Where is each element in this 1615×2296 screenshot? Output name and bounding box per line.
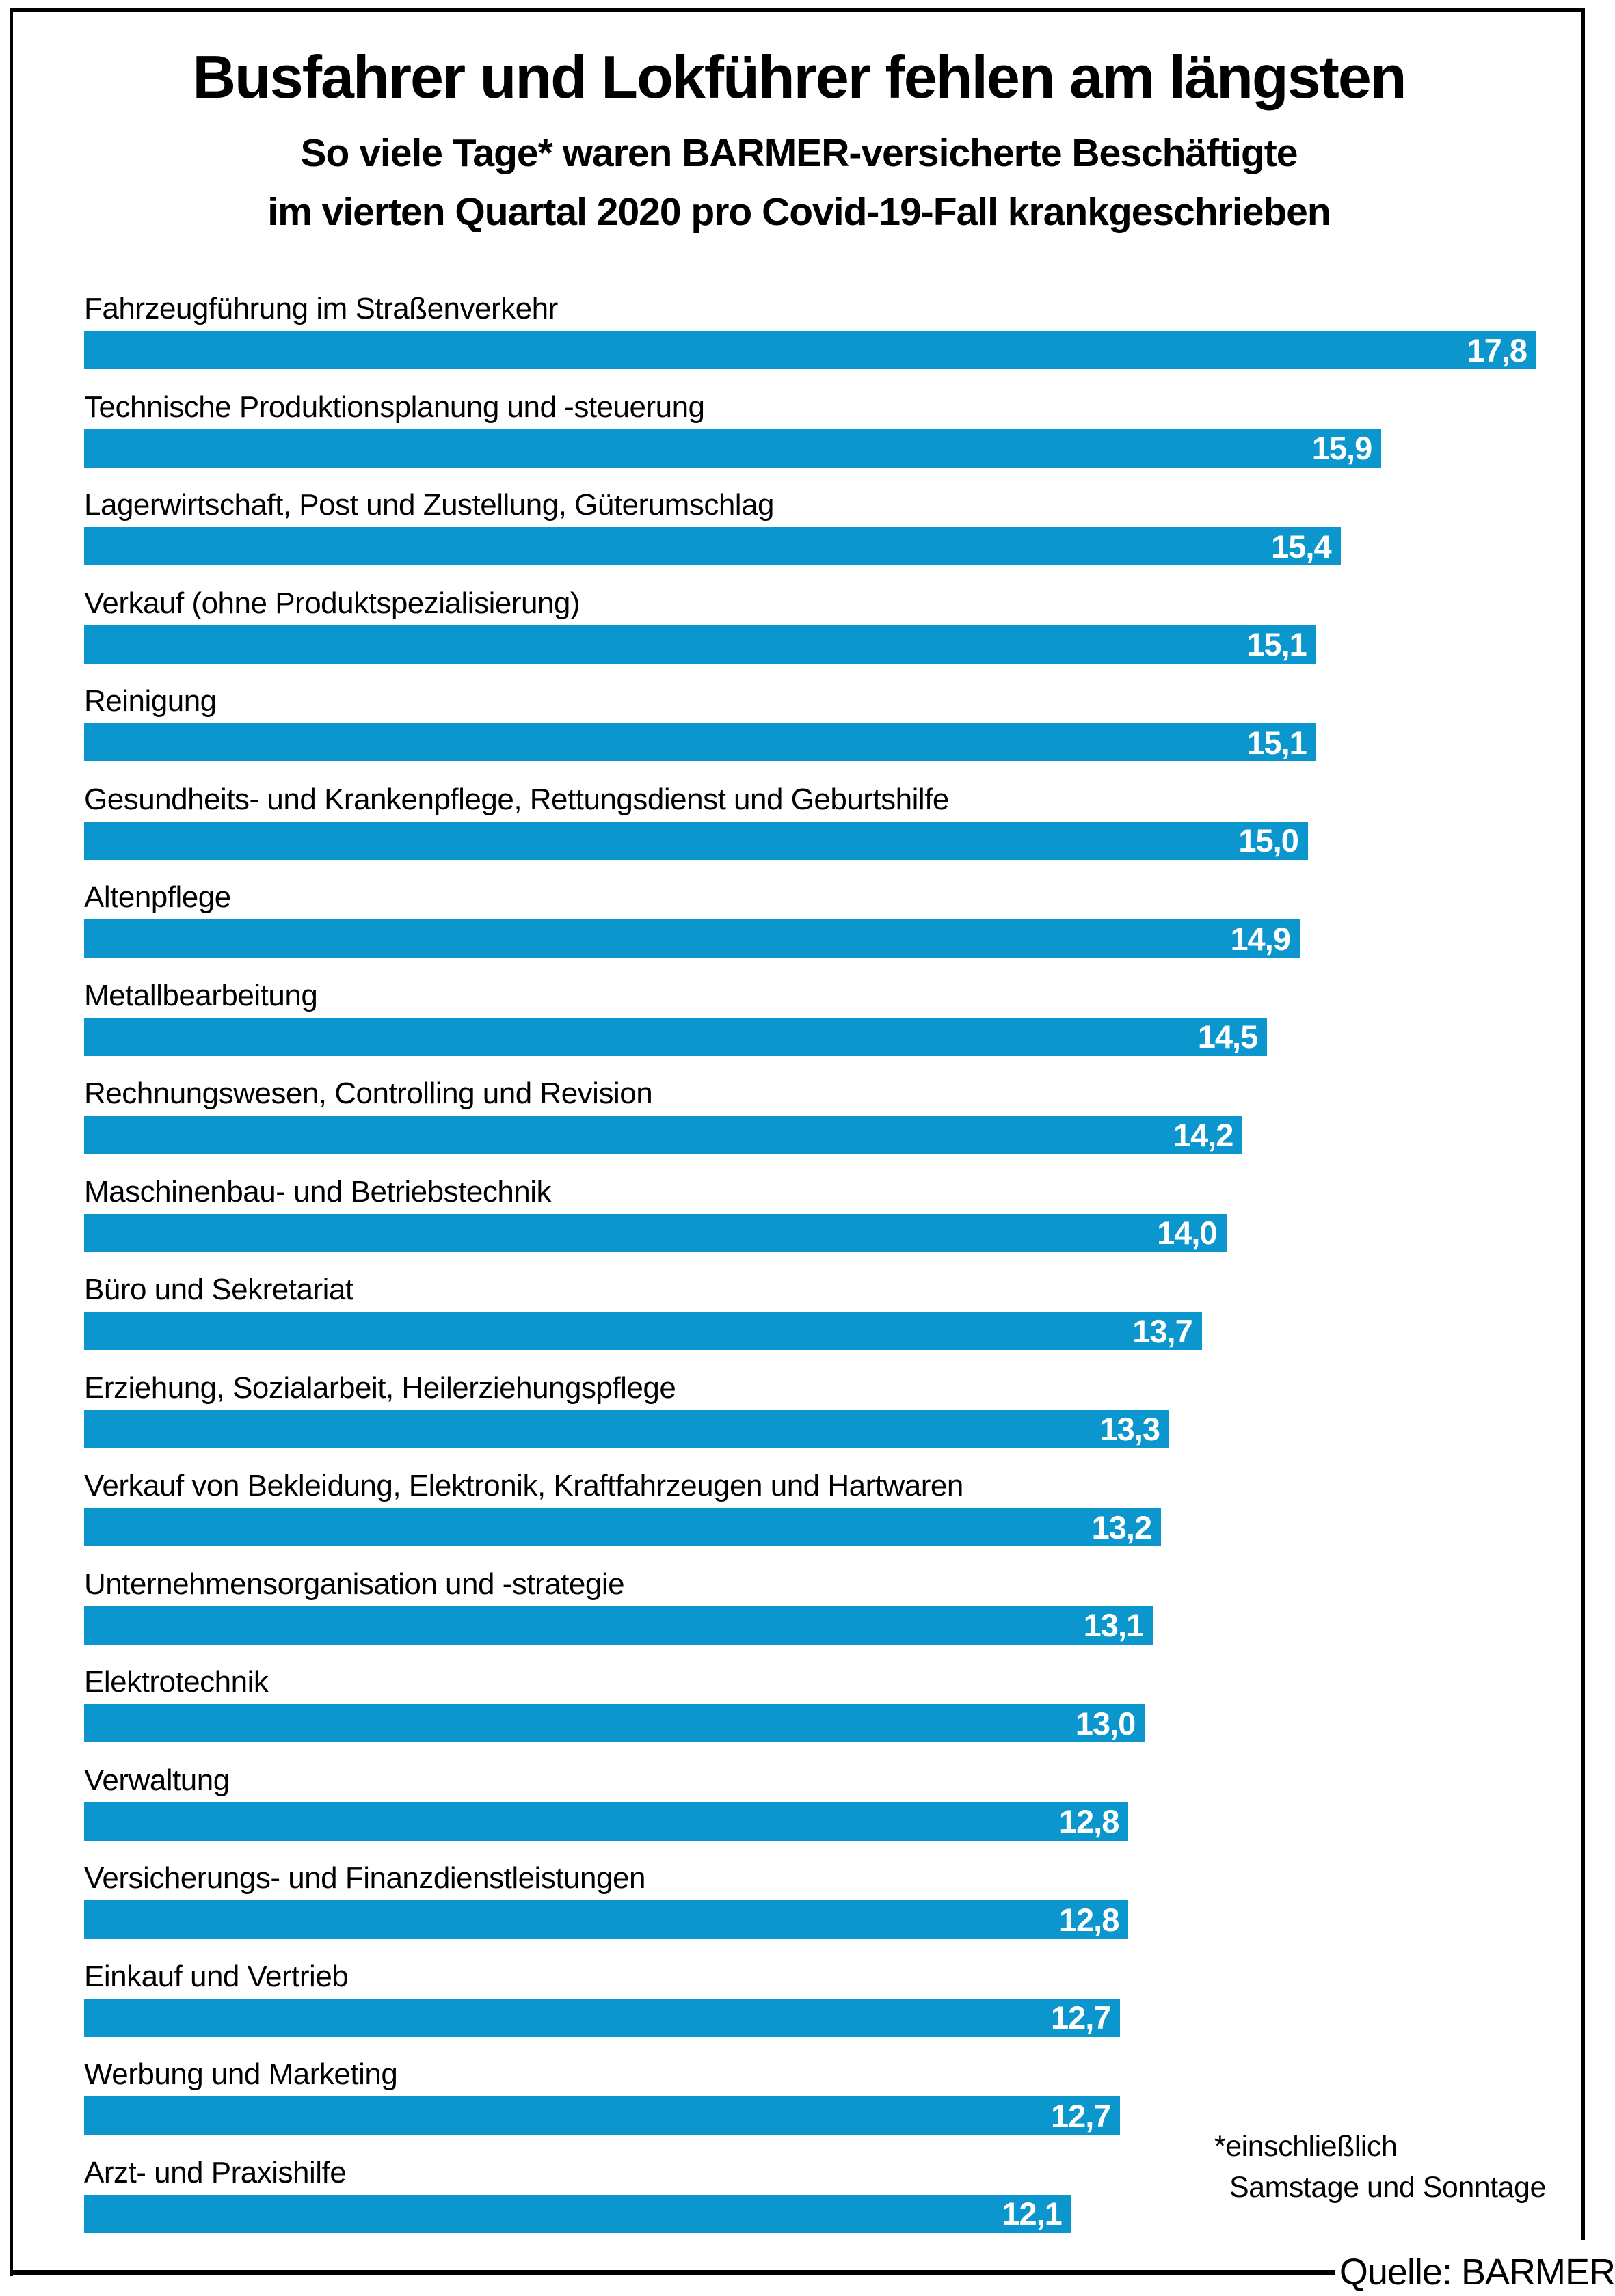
bar-chart bbox=[84, 293, 1536, 2254]
footer bbox=[10, 2245, 1615, 2293]
bar-label: Verkauf von Bekleidung, Elektronik, Kraftfahrzeugen und Hartwaren bbox=[84, 1469, 963, 1502]
footnote bbox=[1214, 2126, 1546, 2208]
bar-label: Metallbearbeitung bbox=[84, 978, 318, 1012]
bar bbox=[84, 1606, 1153, 1645]
bar bbox=[84, 527, 1341, 565]
bar-row bbox=[84, 293, 1536, 391]
bar bbox=[84, 625, 1316, 664]
bar-row bbox=[84, 980, 1536, 1078]
bar-row bbox=[84, 1960, 1536, 2059]
bar bbox=[84, 1312, 1202, 1350]
chart-subtitle-line2: im vierten Quartal 2020 pro Covid-19-Fall krankgeschrieben bbox=[267, 190, 1331, 234]
chart-frame-right-border bbox=[1581, 8, 1585, 2240]
bar-label: Werbung und Marketing bbox=[84, 2057, 398, 2091]
bar-value: 15,1 bbox=[1246, 626, 1307, 662]
bar-row bbox=[84, 1470, 1536, 1568]
bar-label: Verkauf (ohne Produktspezialisierung) bbox=[84, 586, 580, 620]
bar-row bbox=[84, 391, 1536, 489]
bar-label: Elektrotechnik bbox=[84, 1665, 269, 1699]
bar-value: 15,9 bbox=[1311, 430, 1372, 466]
bar-row bbox=[84, 1077, 1536, 1176]
bar-value: 14,2 bbox=[1173, 1116, 1233, 1153]
bar-row bbox=[84, 1176, 1536, 1274]
bar-value: 13,0 bbox=[1075, 1705, 1136, 1742]
bar-label: Erziehung, Sozialarbeit, Heilerziehungspflege bbox=[84, 1370, 676, 1405]
bar bbox=[84, 1214, 1227, 1252]
bar bbox=[84, 2195, 1071, 2233]
bar bbox=[84, 1704, 1145, 1742]
bar-value: 13,1 bbox=[1083, 1607, 1144, 1643]
source-label: Quelle: BARMER bbox=[1339, 2252, 1615, 2293]
bar-label: Altenpflege bbox=[84, 880, 231, 914]
bar-value: 12,7 bbox=[1050, 2097, 1111, 2134]
bar-row bbox=[84, 783, 1536, 882]
bar bbox=[84, 429, 1381, 468]
bar bbox=[84, 723, 1316, 761]
chart-frame bbox=[10, 8, 1585, 2276]
bar-label: Technische Produktionsplanung und -steuerung bbox=[84, 390, 705, 424]
bar-row bbox=[84, 685, 1536, 783]
bar bbox=[84, 1508, 1161, 1546]
bar-value: 13,3 bbox=[1099, 1411, 1160, 1447]
bar-row bbox=[84, 1764, 1536, 1863]
bar-label: Versicherungs- und Finanzdienstleistungen bbox=[84, 1861, 645, 1895]
bar-value: 12,8 bbox=[1058, 1803, 1119, 1839]
bar-label: Maschinenbau- und Betriebstechnik bbox=[84, 1174, 552, 1208]
bar-label: Lagerwirtschaft, Post und Zustellung, Güterumschlag bbox=[84, 488, 775, 522]
bar-label: Arzt- und Praxishilfe bbox=[84, 2155, 347, 2189]
bar bbox=[84, 1999, 1120, 2037]
bar-row bbox=[84, 489, 1536, 587]
bar-value: 14,5 bbox=[1197, 1018, 1258, 1055]
bar-label: Verwaltung bbox=[84, 1763, 230, 1797]
bar-row bbox=[84, 1372, 1536, 1470]
bar bbox=[84, 822, 1308, 860]
footnote-line1: *einschließlich bbox=[1214, 2130, 1398, 2163]
bar-row bbox=[84, 1273, 1536, 1372]
bar bbox=[84, 1410, 1169, 1448]
bar-label: Büro und Sekretariat bbox=[84, 1273, 353, 1306]
bar-value: 13,2 bbox=[1091, 1509, 1152, 1545]
bar-value: 14,0 bbox=[1157, 1215, 1217, 1251]
footnote-line2: Samstage und Sonntage bbox=[1229, 2171, 1546, 2204]
bar bbox=[84, 919, 1300, 958]
bar-row bbox=[84, 587, 1536, 686]
bar-value: 13,7 bbox=[1132, 1312, 1192, 1349]
bar-value: 12,1 bbox=[1002, 2196, 1062, 2232]
bar-value: 12,8 bbox=[1058, 1901, 1119, 1938]
bar-label: Fahrzeugführung im Straßenverkehr bbox=[84, 292, 558, 325]
bar-label: Unternehmensorganisation und -strategie bbox=[84, 1567, 625, 1601]
bar-row bbox=[84, 881, 1536, 980]
bar-value: 15,1 bbox=[1246, 724, 1307, 761]
chart-subtitle-line1: So viele Tage* waren BARMER-versicherte Beschäftigte bbox=[300, 131, 1298, 175]
bar bbox=[84, 1116, 1242, 1154]
bar-value: 15,4 bbox=[1271, 528, 1331, 565]
bar-value: 15,0 bbox=[1238, 822, 1298, 859]
bar-value: 12,7 bbox=[1050, 1999, 1111, 2036]
bar-label: Rechnungswesen, Controlling und Revision bbox=[84, 1077, 653, 1110]
bar bbox=[84, 1802, 1128, 1841]
bar-row bbox=[84, 1862, 1536, 1960]
bar bbox=[84, 2096, 1120, 2135]
bar-label: Reinigung bbox=[84, 684, 217, 718]
bar-row bbox=[84, 1666, 1536, 1764]
bar-label: Gesundheits- und Krankenpflege, Rettungsdienst und Geburtshilfe bbox=[84, 782, 949, 816]
chart-subtitle bbox=[13, 124, 1585, 241]
bottom-rule bbox=[10, 2270, 1335, 2275]
bar bbox=[84, 1018, 1267, 1056]
bar bbox=[84, 331, 1536, 369]
bar-value: 14,9 bbox=[1230, 920, 1290, 957]
bar-row bbox=[84, 1568, 1536, 1666]
bar-label: Einkauf und Vertrieb bbox=[84, 1959, 349, 1993]
bar-value: 17,8 bbox=[1467, 332, 1527, 368]
chart-title: Busfahrer und Lokführer fehlen am längsten bbox=[192, 43, 1406, 111]
bar bbox=[84, 1900, 1128, 1939]
